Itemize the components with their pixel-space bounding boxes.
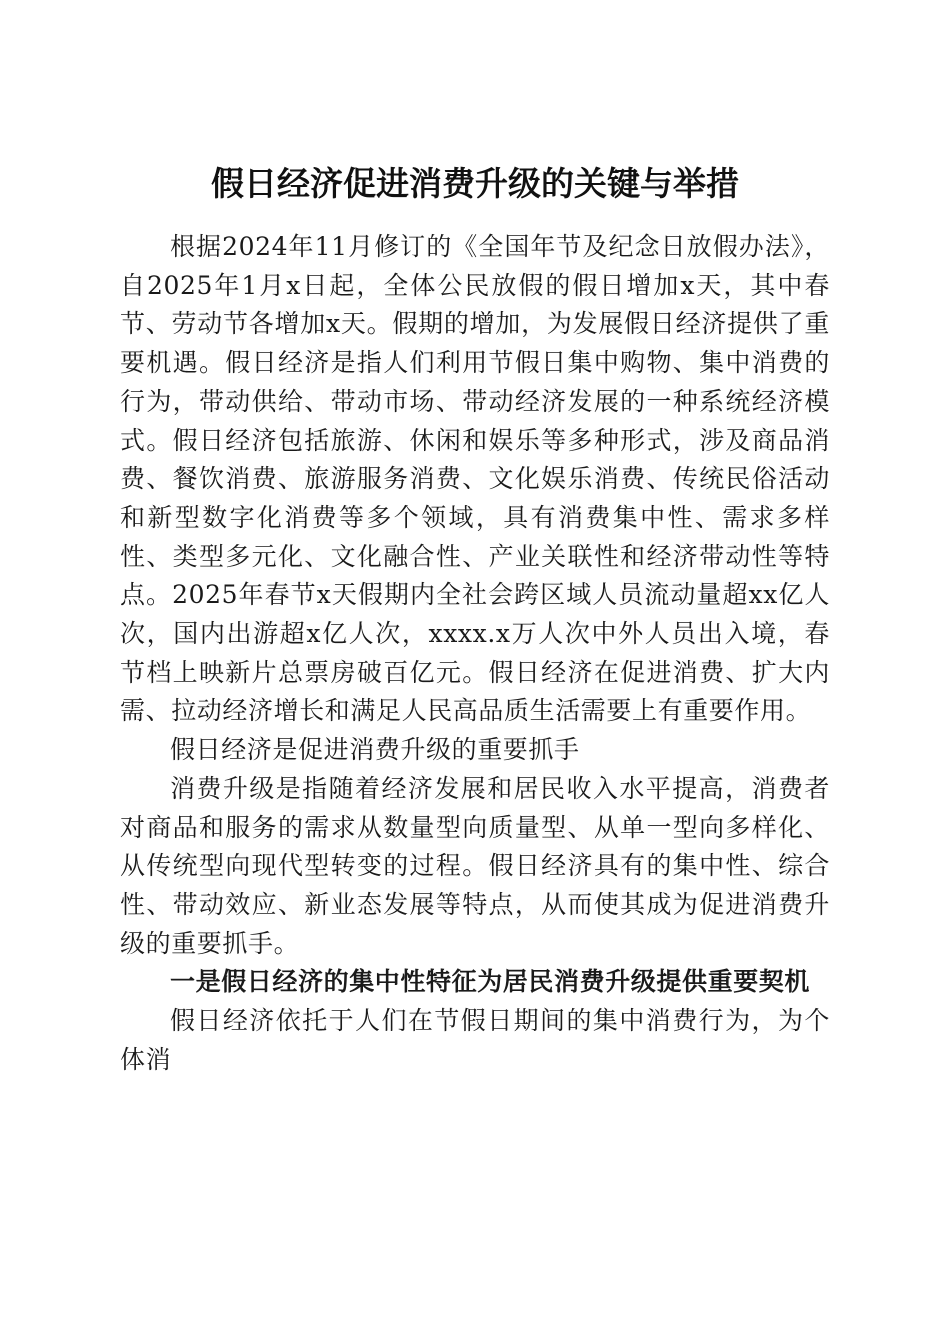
document-body bbox=[120, 228, 830, 1079]
document-title: 假日经济促进消费升级的关键与举措 bbox=[211, 164, 739, 204]
intro-paragraph: 根据2024年11月修订的《全国年节及纪念日放假办法》，自2025年1月x日起，全体公民放假的假日增加x天，其中春节、劳动节各增加x天。假期的增加，为发展假日经济提供了重要机遇。假日经济是指人们利用节假日集中购物、集中消费的行为，带动供给、带动市场、带动经济发展的一种系统经济模式。假日经济包括旅游、休闲和娱乐等多种形式，涉及商品消费、餐饮消费、旅游服务消费、文化娱乐消费、传统民俗活动和新型数字化消费等多个领域，具有消费集中性、需求多样性、类型多元化、文化融合性、产业关联性和经济带动性等特点。2025年春节x天假期内全社会跨区域人员流动量超xx亿人次，国内出游超x亿人次，xxxx.x万人次中外人员出入境，春节档上映新片总票房破百亿元。假日经济在促进消费、扩大内需、拉动经济增长和满足人民高品质生活需要上有重要作用。 bbox=[120, 232, 830, 726]
section-heading: 假日经济是促进消费升级的重要抓手 bbox=[170, 735, 580, 765]
subsection-heading: 一是假日经济的集中性特征为居民消费升级提供重要契机 bbox=[170, 967, 811, 997]
consumption-upgrade-paragraph: 消费升级是指随着经济发展和居民收入水平提高，消费者对商品和服务的需求从数量型向质量型、从单一型向多样化、从传统型向现代型转变的过程。假日经济具有的集中性、综合性、带动效应、新业态发展等特点，从而使其成为促进消费升级的重要抓手。 bbox=[120, 773, 830, 958]
subsection-paragraph: 假日经济依托于人们在节假日期间的集中消费行为，为个体消 bbox=[120, 1006, 830, 1074]
